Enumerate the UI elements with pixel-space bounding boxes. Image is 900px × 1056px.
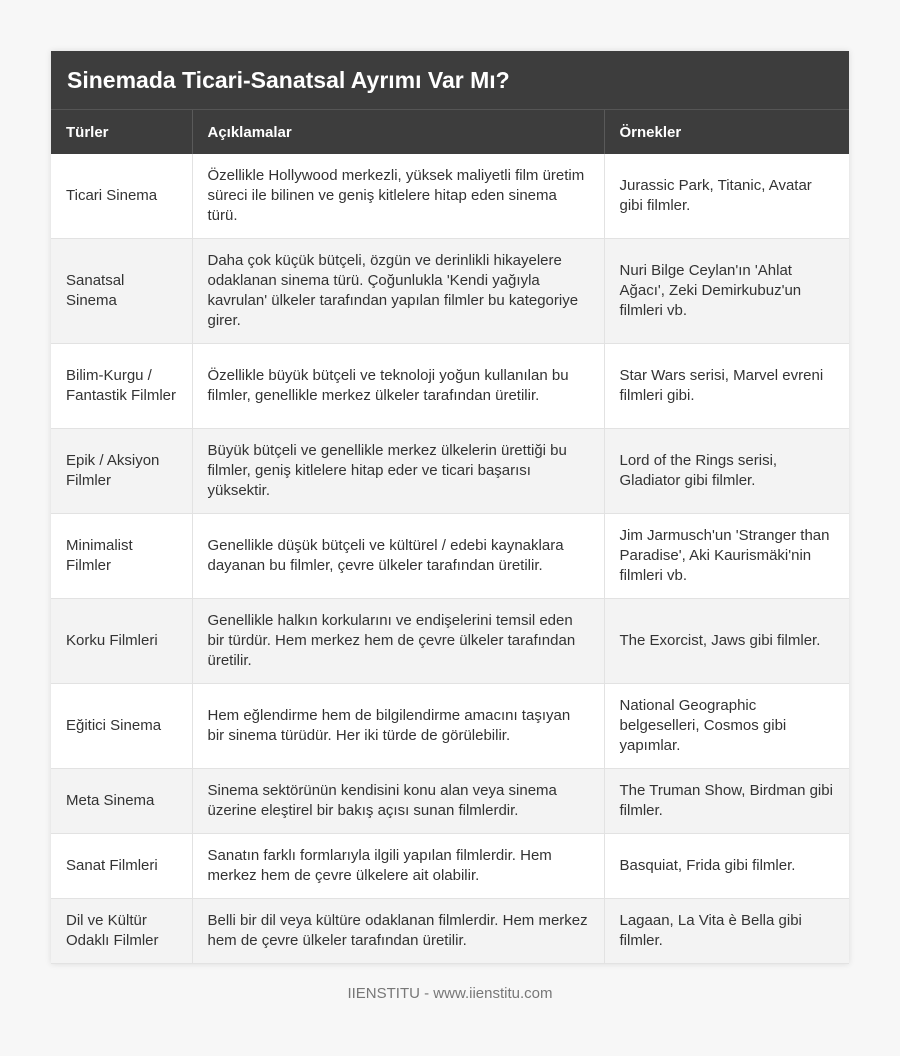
examples-cell: Nuri Bilge Ceylan'ın 'Ahlat Ağacı', Zeki Demirkubuz'un filmleri vb. <box>604 239 849 344</box>
description-cell: Hem eğlendirme hem de bilgilendirme amacını taşıyan bir sinema türüdür. Her iki türde de görülebilir. <box>192 684 604 769</box>
table-row <box>51 514 849 599</box>
table-row <box>51 429 849 514</box>
examples-cell: Lord of the Rings serisi, Gladiator gibi filmler. <box>604 429 849 514</box>
description-cell: Sinema sektörünün kendisini konu alan veya sinema üzerine eleştirel bir bakış açısı sunan filmlerdir. <box>192 769 604 834</box>
description-cell: Genellikle düşük bütçeli ve kültürel / edebi kaynaklara dayanan bu filmler, çevre ülkeler tarafından üretilir. <box>192 514 604 599</box>
table-header-row <box>51 110 849 154</box>
column-header-examples: Örnekler <box>604 110 849 154</box>
column-header-descriptions: Açıklamalar <box>192 110 604 154</box>
table-row <box>51 769 849 834</box>
examples-cell: The Truman Show, Birdman gibi filmler. <box>604 769 849 834</box>
examples-cell: Basquiat, Frida gibi filmler. <box>604 834 849 899</box>
type-cell: Sanat Filmleri <box>51 834 192 899</box>
type-cell: Korku Filmleri <box>51 599 192 684</box>
table-card <box>51 51 849 964</box>
type-cell: Sanatsal Sinema <box>51 239 192 344</box>
examples-cell: Star Wars serisi, Marvel evreni filmleri gibi. <box>604 344 849 429</box>
examples-cell: The Exorcist, Jaws gibi filmler. <box>604 599 849 684</box>
description-cell: Belli bir dil veya kültüre odaklanan filmlerdir. Hem merkez hem de çevre ülkeler tarafından üretilir. <box>192 899 604 964</box>
table-row <box>51 239 849 344</box>
type-cell: Epik / Aksiyon Filmler <box>51 429 192 514</box>
footer-credit: IIENSTITU - www.iienstitu.com <box>347 985 553 1002</box>
type-cell: Minimalist Filmler <box>51 514 192 599</box>
table-row <box>51 599 849 684</box>
description-cell: Büyük bütçeli ve genellikle merkez ülkelerin ürettiği bu filmler, geniş kitlelere hitap eder ve ticari başarısı yüksektir. <box>192 429 604 514</box>
table-row <box>51 154 849 239</box>
table-row <box>51 834 849 899</box>
examples-cell: Lagaan, La Vita è Bella gibi filmler. <box>604 899 849 964</box>
page-title: Sinemada Ticari-Sanatsal Ayrımı Var Mı? <box>51 51 849 110</box>
column-header-types: Türler <box>51 110 192 154</box>
genres-table <box>51 110 849 964</box>
description-cell: Özellikle büyük bütçeli ve teknoloji yoğun kullanılan bu filmler, genellikle merkez ülkeler tarafından üretilir. <box>192 344 604 429</box>
table-row <box>51 899 849 964</box>
examples-cell: Jim Jarmusch'un 'Stranger than Paradise', Aki Kaurismäki'nin filmleri vb. <box>604 514 849 599</box>
table-row <box>51 684 849 769</box>
description-cell: Özellikle Hollywood merkezli, yüksek maliyetli film üretim süreci ile bilinen ve geniş kitlelere hitap eden sinema türü. <box>192 154 604 239</box>
type-cell: Dil ve Kültür Odaklı Filmler <box>51 899 192 964</box>
table-row <box>51 344 849 429</box>
type-cell: Eğitici Sinema <box>51 684 192 769</box>
type-cell: Meta Sinema <box>51 769 192 834</box>
type-cell: Ticari Sinema <box>51 154 192 239</box>
description-cell: Daha çok küçük bütçeli, özgün ve derinlikli hikayelere odaklanan sinema türü. Çoğunlukla 'Kendi yağıyla kavrulan' ülkeler tarafından yapılan filmler bu kategoriye girer. <box>192 239 604 344</box>
type-cell: Bilim-Kurgu / Fantastik Filmler <box>51 344 192 429</box>
description-cell: Sanatın farklı formlarıyla ilgili yapılan filmlerdir. Hem merkez hem de çevre ülkelere ait olabilir. <box>192 834 604 899</box>
description-cell: Genellikle halkın korkularını ve endişelerini temsil eden bir türdür. Hem merkez hem de çevre ülkeler tarafından üretilir. <box>192 599 604 684</box>
examples-cell: Jurassic Park, Titanic, Avatar gibi filmler. <box>604 154 849 239</box>
examples-cell: National Geographic belgeselleri, Cosmos gibi yapımlar. <box>604 684 849 769</box>
